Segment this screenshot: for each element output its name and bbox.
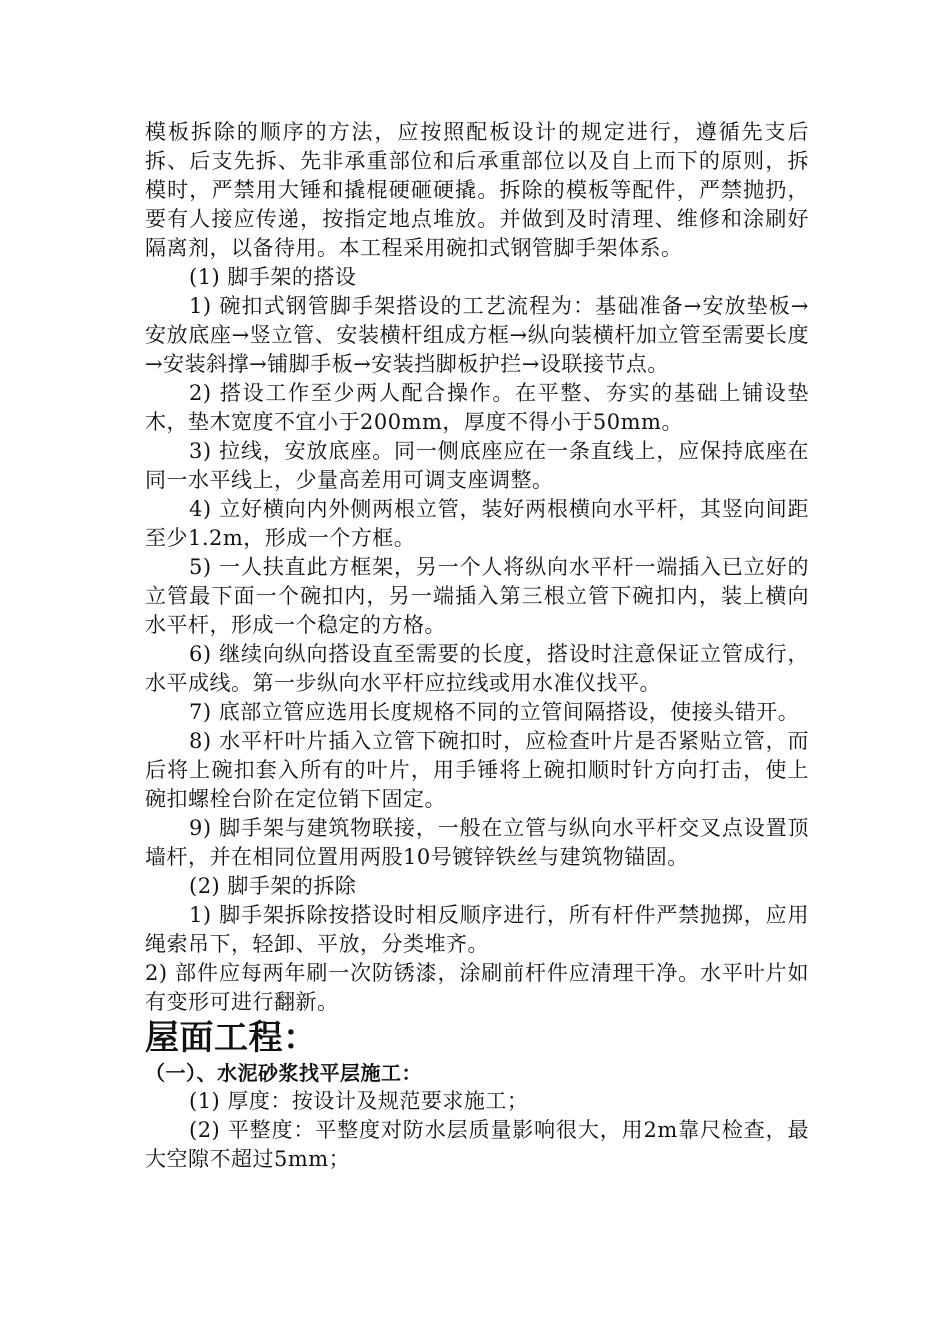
paragraph-formwork-removal: 模板拆除的顺序的方法，应按照配板设计的规定进行，遵循先支后拆、后支先拆、先非承重部位和后承重部位以及自上而下的原则，拆模时，严禁用大锤和撬棍硬砸硬撬。拆除的模板等配件，严禁抛扔，要有人接应传递，按指定地点堆放。并做到及时清理、维修和涂刷好隔离剂，以备待用。本工程采用碗扣式钢管脚手架体系。 — [145, 120, 809, 260]
paragraph-erection-step-2: 2) 搭设工作至少两人配合操作。在平整、夯实的基础上铺设垫木，垫木宽度不宜小于200mm，厚度不得小于50mm。 — [145, 381, 809, 434]
paragraph-flatness: (2) 平整度：平整度对防水层质量影响很大，用2m靠尺检查，最大空隙不超过5mm； — [145, 1118, 809, 1171]
paragraph-thickness: (1) 厚度：按设计及规范要求施工； — [189, 1089, 529, 1113]
paragraph-erection-step-3: 3) 拉线，安放底座。同一侧底座应在一条直线上，应保持底座在同一水平线上，少量高差用可调支座调整。 — [145, 439, 809, 492]
paragraph-erection-step-7: 7) 底部立管应选用长度规格不同的立管间隔搭设，使接头错开。 — [189, 700, 800, 724]
paragraph-removal-step-1: 1) 脚手架拆除按搭设时相反顺序进行，所有杆件严禁抛掷，应用绳索吊下，轻卸、平放，分类堆齐。 — [145, 903, 809, 956]
paragraph-removal-step-2: 2) 部件应每两年刷一次防锈漆，涂刷前杆件应清理干净。水平叶片如有变形可进行翻新。 — [145, 961, 809, 1014]
document-page — [145, 118, 809, 1174]
paragraph-erection-step-8: 8) 水平杆叶片插入立管下碗扣时，应检查叶片是否紧贴立管，而后将上碗扣套入所有的叶片，用手锤将上碗扣顺时针方向打击，使上碗扣螺栓台阶在定位销下固定。 — [145, 729, 809, 811]
heading-scaffold-removal: (2) 脚手架的拆除 — [189, 874, 357, 898]
paragraph-erection-step-9: 9) 脚手架与建筑物联接，一般在立管与纵向水平杆交叉点设置顶墙杆，并在相同位置用两股10号镀锌铁丝与建筑物锚固。 — [145, 816, 809, 869]
paragraph-erection-step-5: 5) 一人扶直此方框架，另一个人将纵向水平杆一端插入已立好的立管最下面一个碗扣内，另一端插入第三根立管下碗扣内，装上横向水平杆，形成一个稳定的方格。 — [145, 555, 809, 637]
subsection-title-leveling: （一）、水泥砂浆找平层施工： — [145, 1061, 422, 1085]
paragraph-erection-step-4: 4) 立好横向内外侧两根立管，装好两根横向水平杆，其竖向间距至少1.2m，形成一个方框。 — [145, 497, 809, 550]
section-title-roofing: 屋面工程： — [145, 1018, 318, 1058]
paragraph-erection-step-6: 6) 继续向纵向搭设直至需要的长度，搭设时注意保证立管成行，水平成线。第一步纵向水平杆应拉线或用水准仪找平。 — [145, 642, 809, 695]
paragraph-erection-step-1: 1) 碗扣式钢管脚手架搭设的工艺流程为：基础准备→安放垫板→安放底座→竖立管、安装横杆组成方框→纵向装横杆加立管至需要长度→安装斜撑→铺脚手板→安装挡脚板护拦→设联接节点。 — [145, 294, 809, 376]
heading-scaffold-erection: (1) 脚手架的搭设 — [189, 265, 357, 289]
